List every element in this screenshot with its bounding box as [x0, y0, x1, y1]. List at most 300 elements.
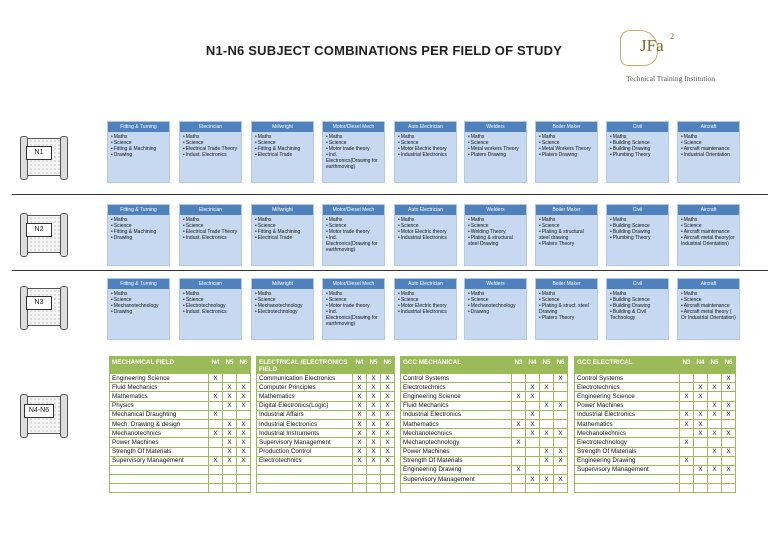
mark-cell	[722, 438, 736, 447]
subject-item: • Science	[111, 297, 167, 303]
mark-cell: X	[694, 429, 708, 438]
subject-item: • Electrotechnology	[183, 303, 239, 309]
subject-cell: Mechanical Draughting	[110, 410, 209, 419]
mark-cell: X	[223, 447, 237, 456]
field-card	[394, 121, 457, 183]
subject-item: • Plating & struct. steel Drawing	[539, 303, 595, 315]
subject-item: • Science	[255, 140, 311, 146]
mark-cell: X	[353, 392, 367, 401]
subject-list	[323, 132, 384, 170]
level-n1-fields	[107, 121, 767, 183]
subject-list	[678, 289, 739, 321]
table-title: MECHANICAL FIELD	[110, 357, 209, 374]
field-card-title: Auto Electrician	[395, 122, 456, 132]
mark-cell	[237, 475, 251, 484]
subject-item: • Aircraft metal theory ( Or Industrial Orientation)	[681, 309, 737, 321]
mark-cell: X	[708, 429, 722, 438]
table-row	[110, 383, 251, 392]
subject-cell: Control Systems	[401, 374, 512, 383]
subject-item: • Electrical Trade	[255, 152, 311, 158]
table-row	[110, 374, 251, 383]
subject-item: • Maths	[326, 291, 382, 297]
column-header: N6	[381, 357, 395, 374]
field-card-title: Auto Electrician	[395, 279, 456, 289]
mark-cell	[708, 374, 722, 383]
subject-item: • Maths	[681, 134, 737, 140]
subject-cell	[575, 484, 680, 493]
mark-cell: X	[353, 456, 367, 465]
mark-cell: X	[540, 447, 554, 456]
mark-cell	[554, 392, 568, 401]
mark-cell	[353, 465, 367, 474]
field-card-title: Motor/Diesel Mech	[323, 205, 384, 215]
mark-cell	[526, 447, 540, 456]
subject-item: • Drawing	[111, 235, 167, 241]
subject-item: • Science	[326, 140, 382, 146]
level-n2-icon	[18, 211, 70, 257]
mark-cell	[353, 475, 367, 484]
subject-item: • Science	[326, 223, 382, 229]
mark-cell	[680, 484, 694, 493]
subject-item: • Maths	[468, 134, 524, 140]
mark-cell: X	[540, 475, 554, 484]
subject-cell	[110, 484, 209, 493]
mark-cell: X	[237, 392, 251, 401]
table-row	[401, 456, 568, 465]
subject-cell: Mathematics	[110, 392, 209, 401]
subject-item: • Maths	[398, 291, 454, 297]
mark-cell: X	[237, 383, 251, 392]
mark-cell: X	[381, 429, 395, 438]
subject-item: • Maths	[255, 217, 311, 223]
mark-cell	[708, 392, 722, 401]
table-title: GCC ELECTRICAL	[575, 357, 680, 374]
mark-cell: X	[554, 456, 568, 465]
table-row	[575, 392, 736, 401]
subject-cell: Electrotechnics	[401, 383, 512, 392]
subject-item: • Science	[468, 223, 524, 229]
table-row	[257, 484, 395, 493]
subject-item: • Industrial Electronics	[398, 152, 454, 158]
subject-item: • Platers Theory	[539, 315, 595, 321]
subject-item: • Plumbing Theory	[610, 152, 666, 158]
table-title: GCC MECHANICAL	[401, 357, 512, 374]
mark-cell	[540, 438, 554, 447]
subject-item: • Industrial Electronics	[398, 309, 454, 315]
mark-cell: X	[722, 374, 736, 383]
field-card	[535, 278, 598, 340]
page-title: N1-N6 SUBJECT COMBINATIONS PER FIELD OF STUDY	[205, 43, 563, 58]
field-card	[606, 204, 669, 266]
mark-cell: X	[722, 465, 736, 474]
subject-item: • Maths	[326, 217, 382, 223]
subject-item: • Building & Civil Technology	[610, 309, 666, 321]
mark-cell	[353, 484, 367, 493]
subject-item: • Maths	[111, 291, 167, 297]
mark-cell: X	[223, 401, 237, 410]
table-row	[401, 383, 568, 392]
mark-cell: X	[367, 447, 381, 456]
subject-item: • Indust. Electronics	[183, 235, 239, 241]
subject-cell: Mathematics	[401, 419, 512, 428]
mark-cell	[223, 484, 237, 493]
table-row	[401, 410, 568, 419]
field-card	[464, 204, 527, 266]
subject-item: • Science	[255, 223, 311, 229]
mark-cell	[694, 475, 708, 484]
subject-cell: Computer Principles	[257, 383, 353, 392]
subject-item: • Science	[539, 297, 595, 303]
mark-cell: X	[708, 401, 722, 410]
subject-item: • Fitting & Machining	[111, 146, 167, 152]
subject-list	[323, 215, 384, 253]
subject-item: • Metal workers Theory	[468, 146, 524, 152]
mark-cell	[381, 465, 395, 474]
column-header: N6	[237, 357, 251, 374]
subject-item: • Aircraft maintenance	[681, 146, 737, 152]
mark-cell	[708, 484, 722, 493]
mark-cell	[223, 475, 237, 484]
subject-cell: Supervisory Management	[257, 438, 353, 447]
field-card-title: Electrician	[180, 205, 241, 215]
subject-cell	[257, 465, 353, 474]
subject-cell: Supervisory Management	[401, 475, 512, 484]
subject-cell: Mathematics	[257, 392, 353, 401]
subject-item: • Electrical Trade	[255, 235, 311, 241]
mark-cell: X	[680, 410, 694, 419]
mark-cell	[722, 456, 736, 465]
subject-item: • Mechanotechnology	[468, 303, 524, 309]
table-row	[257, 419, 395, 428]
subject-item: • Mechanotechnology	[111, 303, 167, 309]
mark-cell: X	[223, 419, 237, 428]
table-row	[401, 392, 568, 401]
mark-cell: X	[237, 438, 251, 447]
mark-cell: X	[237, 447, 251, 456]
column-header: N4	[209, 357, 223, 374]
gcc-electrical-table	[574, 356, 736, 493]
subject-item: • Drawing	[468, 309, 524, 315]
field-card	[107, 278, 170, 340]
table-row	[575, 419, 736, 428]
subject-cell: Engineering Science	[575, 392, 680, 401]
subject-item: • Science	[398, 297, 454, 303]
column-header: N3	[680, 357, 694, 374]
subject-cell: Industrial Electronics	[575, 410, 680, 419]
subject-item: • Fitting & Machining	[255, 229, 311, 235]
table-row	[575, 447, 736, 456]
mark-cell	[512, 429, 526, 438]
mark-cell: X	[694, 392, 708, 401]
subject-item: • Metal Workers Theory	[539, 146, 595, 152]
mark-cell: X	[526, 410, 540, 419]
subject-cell	[257, 475, 353, 484]
field-card-title: Civil	[607, 279, 668, 289]
subject-cell: Industrial Electronics	[257, 419, 353, 428]
table-row	[401, 419, 568, 428]
subject-list	[180, 215, 241, 241]
subject-item: • Fitting & Machining	[111, 229, 167, 235]
field-card	[394, 204, 457, 266]
field-card-title: Motor/Diesel Mech	[323, 122, 384, 132]
subject-item: • Maths	[183, 217, 239, 223]
table-row	[575, 456, 736, 465]
mark-cell	[381, 475, 395, 484]
subject-item: • Maths	[681, 217, 737, 223]
mark-cell	[512, 401, 526, 410]
mark-cell	[526, 438, 540, 447]
mark-cell: X	[381, 456, 395, 465]
subject-list	[180, 132, 241, 158]
field-card	[606, 121, 669, 183]
subject-cell: Production Control	[257, 447, 353, 456]
field-card	[606, 278, 669, 340]
mark-cell: X	[353, 383, 367, 392]
subject-item: • Industrial Electronics	[398, 235, 454, 241]
logo-text: JFa	[640, 36, 664, 55]
mark-cell: X	[381, 419, 395, 428]
field-card-title: Millwright	[252, 279, 313, 289]
table-row	[257, 383, 395, 392]
mark-cell	[209, 475, 223, 484]
mark-cell: X	[209, 429, 223, 438]
field-card-title: Auto Electrician	[395, 205, 456, 215]
field-card	[251, 121, 314, 183]
field-card	[107, 204, 170, 266]
subject-item: • Industrial Orientation	[681, 152, 737, 158]
mark-cell	[526, 465, 540, 474]
field-card	[322, 278, 385, 340]
subject-item: • Maths	[681, 291, 737, 297]
subject-item: • Aircraft maintenance	[681, 303, 737, 309]
subject-cell	[110, 475, 209, 484]
subject-list	[536, 132, 597, 158]
mark-cell: X	[680, 438, 694, 447]
mark-cell: X	[353, 447, 367, 456]
table-row	[401, 465, 568, 474]
subject-item: • Maths	[111, 134, 167, 140]
subject-item: • Plating & structural steel drawing	[539, 229, 595, 241]
subject-item: • Maths	[610, 217, 666, 223]
subject-list	[395, 215, 456, 241]
subject-item: • Maths	[610, 134, 666, 140]
field-card-title: Welders	[465, 205, 526, 215]
divider	[12, 270, 768, 271]
mark-cell	[694, 447, 708, 456]
mark-cell: X	[367, 429, 381, 438]
mark-cell	[367, 484, 381, 493]
subject-cell: Industrial Instruments	[257, 429, 353, 438]
mark-cell: X	[722, 383, 736, 392]
subject-cell: Electrotechnics	[257, 456, 353, 465]
subject-cell	[257, 484, 353, 493]
mark-cell: X	[554, 475, 568, 484]
mark-cell	[367, 465, 381, 474]
column-header: N4	[526, 357, 540, 374]
mark-cell	[512, 447, 526, 456]
table-row	[401, 429, 568, 438]
mark-cell: X	[526, 475, 540, 484]
subject-cell: Engineering Drawing	[575, 456, 680, 465]
level-badge: N1	[26, 146, 52, 160]
column-header: N5	[540, 357, 554, 374]
subject-item: • Building Science	[610, 140, 666, 146]
subject-item: • Science	[681, 140, 737, 146]
field-card	[394, 278, 457, 340]
subject-item: • Maths	[398, 134, 454, 140]
mark-cell: X	[367, 383, 381, 392]
table-row	[257, 465, 395, 474]
table-row	[110, 438, 251, 447]
mark-cell: X	[237, 419, 251, 428]
mark-cell	[237, 410, 251, 419]
mark-cell: X	[223, 438, 237, 447]
field-card	[179, 278, 242, 340]
subject-list	[395, 289, 456, 315]
mark-cell	[540, 419, 554, 428]
mark-cell	[722, 392, 736, 401]
mark-cell: X	[223, 429, 237, 438]
subject-cell	[401, 484, 512, 493]
mark-cell: X	[512, 438, 526, 447]
mark-cell: X	[512, 419, 526, 428]
mark-cell: X	[680, 392, 694, 401]
field-card	[464, 121, 527, 183]
subject-cell: Engineering Drawing	[401, 465, 512, 474]
subject-item: • Maths	[111, 217, 167, 223]
subject-item: • Science	[539, 223, 595, 229]
level-n1-icon	[18, 134, 70, 180]
subject-item: • Maths	[183, 291, 239, 297]
mark-cell: X	[367, 374, 381, 383]
subject-cell: Strength Of Materials	[575, 447, 680, 456]
mark-cell: X	[381, 438, 395, 447]
subject-list	[607, 289, 668, 321]
table-row	[401, 374, 568, 383]
subject-item: • Building Drawing	[610, 303, 666, 309]
subject-item: • Science	[111, 140, 167, 146]
logo-tagline: Technical Training Institution	[626, 74, 716, 83]
table-row	[575, 374, 736, 383]
level-badge: N3	[26, 296, 52, 310]
subject-list	[108, 215, 169, 241]
mark-cell: X	[367, 401, 381, 410]
mark-cell	[722, 419, 736, 428]
subject-list	[180, 289, 241, 315]
subject-item: • Electrical Trade Theory	[183, 229, 239, 235]
mark-cell: X	[353, 374, 367, 383]
table-row	[257, 401, 395, 410]
mark-cell: X	[367, 456, 381, 465]
mark-cell: X	[554, 401, 568, 410]
mark-cell	[223, 465, 237, 474]
mark-cell	[694, 484, 708, 493]
table-row	[110, 419, 251, 428]
mark-cell	[223, 410, 237, 419]
table-row	[401, 438, 568, 447]
mark-cell	[554, 484, 568, 493]
level-badge: N2	[26, 223, 52, 237]
field-card-title: Aircraft	[678, 122, 739, 132]
field-card	[464, 278, 527, 340]
subject-cell: Mechanotechnics	[401, 429, 512, 438]
mark-cell	[554, 383, 568, 392]
mark-cell	[694, 401, 708, 410]
mark-cell: X	[554, 447, 568, 456]
table-header-row	[257, 357, 395, 374]
subject-cell: Mech. Drawing & design	[110, 419, 209, 428]
table-row	[257, 429, 395, 438]
table-row	[575, 429, 736, 438]
subject-item: • Science	[183, 140, 239, 146]
subject-cell	[110, 465, 209, 474]
subject-item: • Maths	[468, 291, 524, 297]
subject-cell: Strength Of Materials	[401, 456, 512, 465]
mark-cell: X	[526, 392, 540, 401]
table-row	[110, 410, 251, 419]
field-card	[535, 121, 598, 183]
field-card-title: Millwright	[252, 122, 313, 132]
subject-list	[252, 215, 313, 241]
subject-cell: Electrotechnology	[575, 438, 680, 447]
mark-cell	[512, 410, 526, 419]
field-card-title: Millwright	[252, 205, 313, 215]
mark-cell	[223, 374, 237, 383]
subject-cell: Power Machines	[110, 438, 209, 447]
mark-cell: X	[554, 429, 568, 438]
mark-cell	[694, 438, 708, 447]
mark-cell	[540, 410, 554, 419]
mark-cell: X	[512, 392, 526, 401]
table-header-row	[401, 357, 568, 374]
table-row	[401, 401, 568, 410]
mark-cell: X	[540, 456, 554, 465]
subject-item: • Drawing	[111, 152, 167, 158]
mark-cell: X	[694, 465, 708, 474]
subject-item: • Motor Electric theory	[398, 146, 454, 152]
subject-item: • Mechanotechnology	[255, 303, 311, 309]
mark-cell	[708, 456, 722, 465]
field-card-title: Motor/Diesel Mech	[323, 279, 384, 289]
subject-cell: Supervisory Management	[575, 465, 680, 474]
mark-cell	[554, 419, 568, 428]
field-card	[677, 278, 740, 340]
field-card	[251, 278, 314, 340]
subject-item: • Electrotechnology	[255, 309, 311, 315]
mark-cell: X	[237, 429, 251, 438]
mark-cell	[554, 465, 568, 474]
mark-cell	[209, 465, 223, 474]
mark-cell: X	[223, 392, 237, 401]
mark-cell: X	[680, 419, 694, 428]
mark-cell	[209, 419, 223, 428]
field-card	[107, 121, 170, 183]
mark-cell: X	[722, 447, 736, 456]
table-row	[575, 401, 736, 410]
subject-item: • Platers Drawing	[539, 152, 595, 158]
mark-cell	[367, 475, 381, 484]
subject-item: • Science	[326, 297, 382, 303]
column-header: N6	[722, 357, 736, 374]
mark-cell: X	[223, 456, 237, 465]
mark-cell: X	[708, 383, 722, 392]
mark-cell: X	[694, 410, 708, 419]
mark-cell: X	[209, 410, 223, 419]
field-card-title: Electrician	[180, 122, 241, 132]
mark-cell	[708, 419, 722, 428]
level-n3-icon	[18, 284, 70, 330]
mark-cell: X	[722, 429, 736, 438]
